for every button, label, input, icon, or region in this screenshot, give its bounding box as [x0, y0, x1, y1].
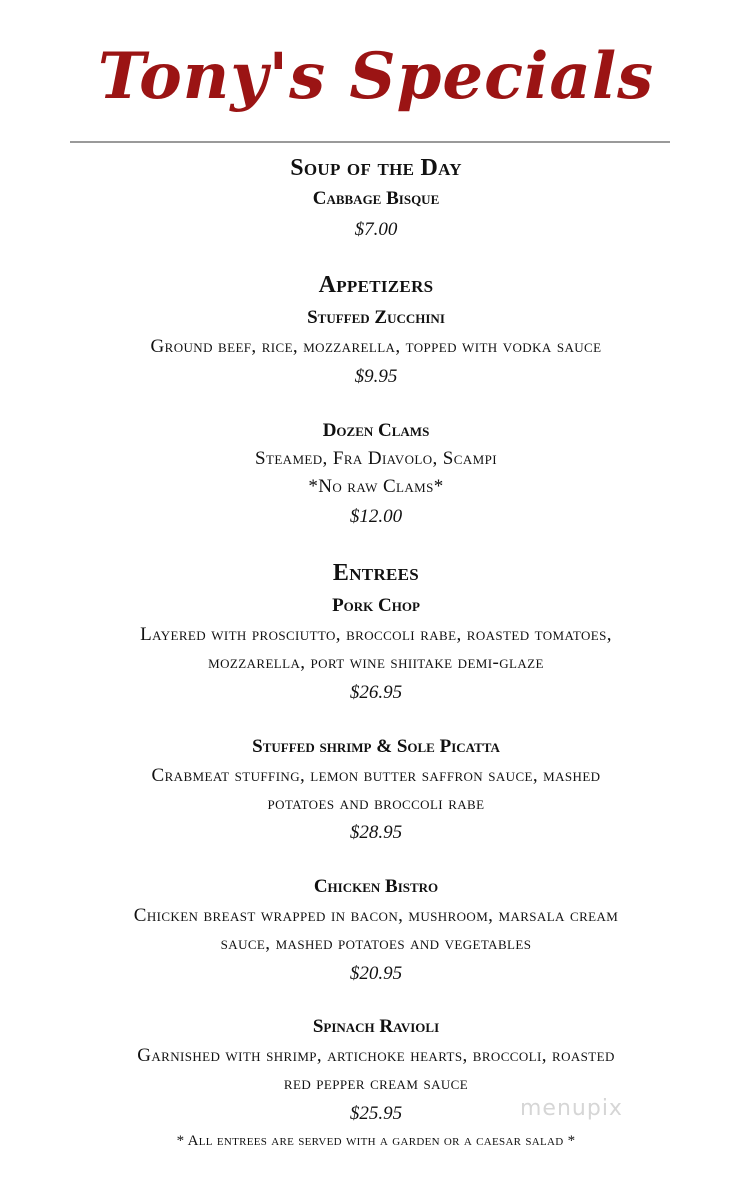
- item-name: Cabbage Bisque: [312, 188, 440, 209]
- title-divider: [70, 141, 670, 143]
- item-name: Pork Chop: [332, 595, 420, 616]
- item-name: Spinach Ravioli: [312, 1016, 440, 1037]
- section-heading-soup: Soup of the Day: [290, 155, 462, 181]
- footnote: * All entrees are served with a garden or a caesar salad *: [176, 1133, 576, 1149]
- section-heading-appetizers: Appetizers: [318, 272, 434, 298]
- item-name: Stuffed Zucchini: [307, 307, 445, 328]
- item-description: potatoes and broccoli rabe: [267, 793, 485, 814]
- item-price: $26.95: [349, 682, 403, 703]
- item-note: *No raw Clams*: [308, 476, 444, 497]
- item-description: Steamed, Fra Diavolo, Scampi: [255, 448, 497, 469]
- item-description: mozzarella, port wine shiitake demi-glaze: [208, 652, 544, 673]
- item-price: $20.95: [349, 963, 403, 984]
- item-description: Crabmeat stuffing, lemon butter saffron sauce, mashed: [151, 765, 601, 786]
- item-description: Chicken breast wrapped in bacon, mushroom, marsala cream: [133, 905, 619, 926]
- watermark: menupix: [520, 1096, 623, 1121]
- item-price: $9.95: [354, 366, 398, 387]
- item-description: Ground beef, rice, mozzarella, topped with vodka sauce: [150, 336, 602, 357]
- item-description: Garnished with shrimp, artichoke hearts, broccoli, roasted: [137, 1045, 615, 1066]
- item-description: red pepper cream sauce: [283, 1073, 469, 1094]
- item-price: $28.95: [349, 822, 403, 843]
- item-description: Layered with prosciutto, broccoli rabe, roasted tomatoes,: [140, 624, 612, 645]
- item-price: $25.95: [349, 1103, 403, 1124]
- item-price: $7.00: [354, 219, 398, 240]
- item-description: sauce, mashed potatoes and vegetables: [220, 933, 532, 954]
- item-name: Chicken Bistro: [313, 876, 439, 897]
- section-heading-entrees: Entrees: [332, 560, 420, 586]
- page-title: Tony's Specials: [97, 39, 655, 114]
- item-name: Stuffed shrimp & Sole Picatta: [252, 736, 500, 757]
- item-name: Dozen Clams: [322, 420, 430, 441]
- item-price: $12.00: [349, 506, 403, 527]
